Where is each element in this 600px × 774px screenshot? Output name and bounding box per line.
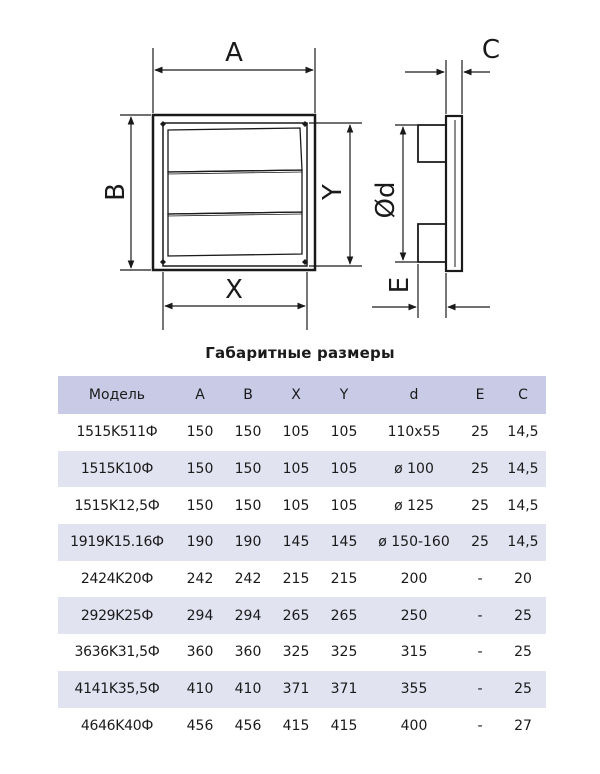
cell-a: 294 xyxy=(176,597,224,634)
cell-model: 1919K15.16Ф xyxy=(58,524,176,561)
header-x: X xyxy=(272,376,320,414)
cell-e: - xyxy=(477,717,483,734)
cell-model: 3636K31,5Ф xyxy=(74,644,160,661)
cell-x: 105 xyxy=(282,497,310,514)
cell-c: 25 xyxy=(500,671,546,708)
cell-d: 315 xyxy=(400,644,428,661)
outer-frame xyxy=(153,115,315,270)
header-a: A xyxy=(176,376,224,414)
header-e: E xyxy=(460,376,500,414)
cell-a: 410 xyxy=(176,671,224,708)
header-b: B xyxy=(224,376,272,414)
cell-y: 215 xyxy=(330,571,358,588)
label-e: E xyxy=(385,276,415,294)
cell-model: 1515K511Ф xyxy=(76,424,158,441)
cell-x: 145 xyxy=(272,524,320,561)
cell-c: 14,5 xyxy=(507,497,539,514)
label-c: C xyxy=(481,35,501,65)
cell-b: 456 xyxy=(234,717,262,734)
cell-d: 110x55 xyxy=(387,424,441,441)
cell-y: 265 xyxy=(320,597,368,634)
cell-c: 14,5 xyxy=(500,524,546,561)
cell-d: 250 xyxy=(368,597,460,634)
cell-a: 150 xyxy=(186,424,214,441)
cell-y: 105 xyxy=(330,497,358,514)
cell-model: 4646K40Ф xyxy=(80,717,154,734)
spigot-top xyxy=(418,125,446,162)
cell-x: 325 xyxy=(282,644,310,661)
cell-e: - xyxy=(477,644,483,661)
cell-b: 150 xyxy=(234,424,262,441)
table-title: Габаритные размеры xyxy=(205,344,395,362)
table-row xyxy=(58,451,546,488)
cell-y: 105 xyxy=(330,424,358,441)
cell-y: 415 xyxy=(330,717,358,734)
cell-x: 265 xyxy=(272,597,320,634)
cell-c: 25 xyxy=(500,597,546,634)
cell-x: 105 xyxy=(282,424,310,441)
cell-x: 371 xyxy=(272,671,320,708)
cell-y: 145 xyxy=(320,524,368,561)
table-row xyxy=(58,524,546,561)
cell-a: 456 xyxy=(186,717,214,734)
cell-x: 415 xyxy=(282,717,310,734)
table-row xyxy=(58,708,546,745)
cell-b: 150 xyxy=(234,497,262,514)
cell-d: 200 xyxy=(400,571,428,588)
cell-e: - xyxy=(477,571,483,588)
cell-e: - xyxy=(460,597,500,634)
cell-a: 242 xyxy=(186,571,214,588)
cell-d: ø 125 xyxy=(394,497,434,514)
cell-a: 150 xyxy=(176,451,224,488)
dimensions-table xyxy=(58,376,546,744)
label-x: X xyxy=(225,275,243,305)
cell-d: 355 xyxy=(368,671,460,708)
cell-b: 190 xyxy=(224,524,272,561)
cell-model: 4141K35,5Ф xyxy=(58,671,176,708)
header-d: d xyxy=(368,376,460,414)
header-model: Модель xyxy=(58,376,176,414)
cell-y: 371 xyxy=(320,671,368,708)
cell-b: 410 xyxy=(224,671,272,708)
cell-e: 25 xyxy=(460,524,500,561)
side-flange xyxy=(446,116,462,271)
cell-x: 105 xyxy=(272,451,320,488)
cell-a: 190 xyxy=(176,524,224,561)
cell-b: 360 xyxy=(234,644,262,661)
label-b: B xyxy=(101,183,131,201)
dimension-c xyxy=(405,60,490,114)
cell-d: ø 150-160 xyxy=(368,524,460,561)
table-row xyxy=(58,487,546,524)
table-row xyxy=(58,597,546,634)
technical-drawing xyxy=(0,0,600,340)
cell-c: 14,5 xyxy=(507,424,539,441)
label-a: A xyxy=(225,38,243,68)
cell-y: 105 xyxy=(320,451,368,488)
cell-model: 1515K12,5Ф xyxy=(74,497,160,514)
cell-c: 20 xyxy=(514,571,532,588)
cell-e: 25 xyxy=(471,497,489,514)
header-c: C xyxy=(500,376,546,414)
table-row xyxy=(58,671,546,708)
cell-b: 150 xyxy=(224,451,272,488)
cell-e: 25 xyxy=(471,424,489,441)
cell-c: 25 xyxy=(514,644,532,661)
cell-d: ø 100 xyxy=(368,451,460,488)
cell-model: 2424K20Ф xyxy=(80,571,154,588)
cell-d: 400 xyxy=(400,717,428,734)
cell-b: 242 xyxy=(234,571,262,588)
label-d: Ød xyxy=(371,181,401,219)
cell-c: 14,5 xyxy=(500,451,546,488)
label-y: Y xyxy=(318,184,348,200)
table-row xyxy=(58,414,546,451)
cell-model: 2929K25Ф xyxy=(58,597,176,634)
front-view xyxy=(153,115,315,270)
table-header-row xyxy=(58,376,546,414)
spigot-bottom xyxy=(418,224,446,262)
inner-frame xyxy=(163,123,307,266)
table-body xyxy=(58,414,546,744)
header-y: Y xyxy=(320,376,368,414)
cell-e: 25 xyxy=(460,451,500,488)
cell-a: 360 xyxy=(186,644,214,661)
cell-x: 215 xyxy=(282,571,310,588)
cell-y: 325 xyxy=(330,644,358,661)
cell-a: 150 xyxy=(186,497,214,514)
cell-e: - xyxy=(460,671,500,708)
cell-model: 1515K10Ф xyxy=(58,451,176,488)
table-row xyxy=(58,634,546,671)
side-view xyxy=(418,116,462,271)
table-row xyxy=(58,561,546,598)
cell-b: 294 xyxy=(224,597,272,634)
cell-c: 27 xyxy=(514,717,532,734)
